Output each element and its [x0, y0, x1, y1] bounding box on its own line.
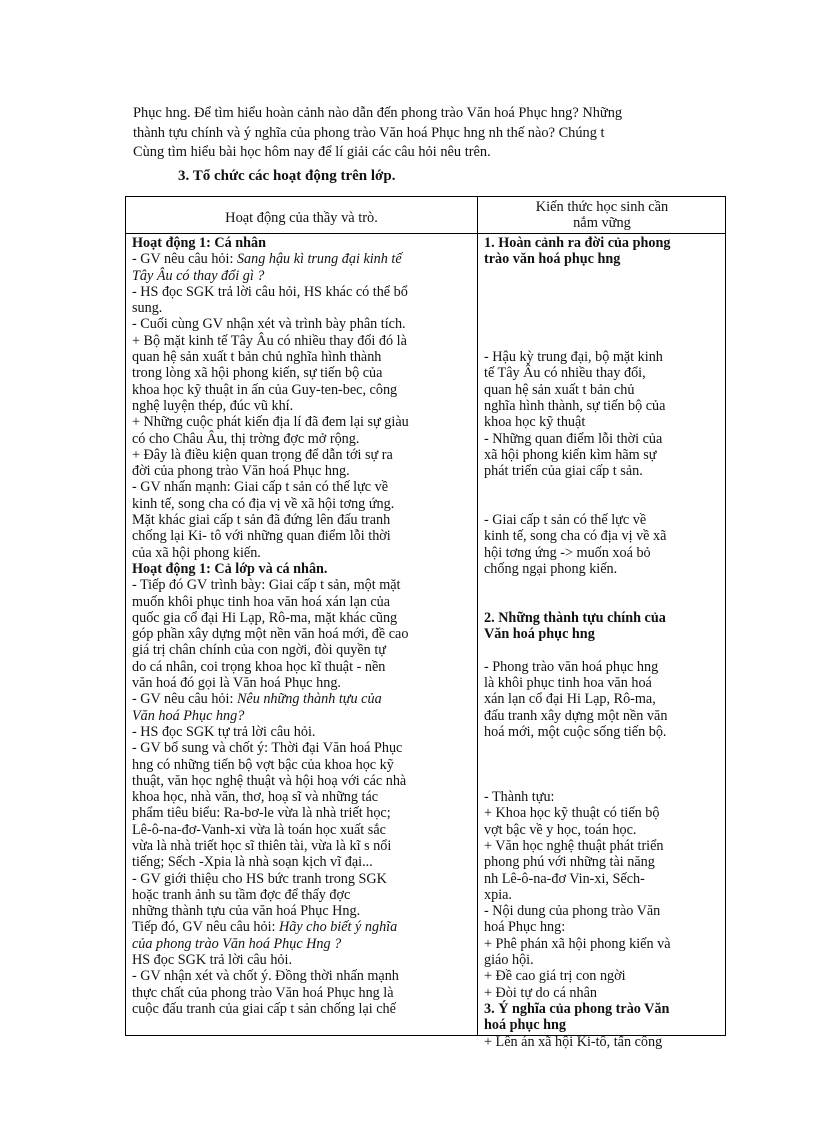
text-line: khoa học kỹ thuật in ấn của Guy-ten-bec, công — [132, 381, 398, 398]
text-line: xán lạn cổ đại Hi Lạp, Rô-ma, — [484, 691, 656, 708]
text-line: xã hội phong kiến kìm hãm sự — [484, 446, 657, 463]
text-line: + Bộ mặt kinh tế Tây Âu có nhiều thay đổi đó là — [132, 332, 407, 349]
text-line: kinh tế, song cha có địa vị về xã — [484, 528, 667, 545]
text-line: thực chất của phong trào Văn hoá Phục hng là — [132, 984, 394, 1001]
text-line: hội tơng ứng -> muốn xoá bỏ — [484, 544, 651, 561]
column-divider — [477, 197, 478, 1035]
text-line: - GV nhận xét và chốt ý. Đồng thời nhấn mạnh — [132, 968, 399, 985]
text-line: nh Lê-ô-na-đơ Vin-xi, Sếch- — [484, 870, 645, 887]
text-line: + Những cuộc phát kiến địa lí đã đem lại sự giàu — [132, 414, 409, 431]
text-line: hoá Phục hng: — [484, 919, 566, 936]
text-line: góp phần xây dựng một nền văn hoá mới, đề cao — [132, 626, 409, 643]
text-line: phẩm tiêu biểu: Ra-bơ-le vừa là nhà triết học; — [132, 805, 391, 822]
question-text: Hãy cho biết ý nghĩa — [279, 919, 398, 936]
activities-cell — [132, 235, 472, 1017]
text-line: của xã hội phong kiến. — [132, 544, 261, 561]
text-line: + Văn học nghệ thuật phát triển — [484, 837, 664, 854]
knowledge-heading: hoá phục hng — [484, 1017, 567, 1034]
question-text: của phong trào Văn hoá Phục Hng ? — [132, 935, 342, 952]
text-line: vợt bậc về y học, toán học. — [484, 821, 637, 838]
text-line: khoa học kỹ thuật — [484, 414, 586, 431]
text-line — [132, 691, 472, 707]
text-line: sung. — [132, 300, 163, 317]
intro-line: thành tựu chính và ý nghĩa của phong trào Văn hoá Phục hng nh thế nào? Chúng t — [133, 124, 605, 141]
text-line: đấu tranh xây dựng một nền văn — [484, 707, 668, 724]
text-span: - GV nêu câu hỏi: — [132, 251, 237, 268]
intro-line: Phục hng. Để tìm hiểu hoàn cảnh nào dẫn đến phong trào Văn hoá Phục hng? Những — [133, 105, 623, 121]
text-line: là khôi phục tinh hoa văn hoá — [484, 675, 652, 692]
text-line: tiếng; Sếch -Xpia là nhà soạn kịch vĩ đại... — [132, 854, 373, 871]
text-line: quan hệ sản xuất t bản chủ — [484, 381, 635, 398]
text-line: nghĩa hình thành, sự tiến bộ của — [484, 397, 666, 414]
text-line: trong lòng xã hội phong kiến, sự tiến bộ của — [132, 365, 383, 382]
text-line: + Khoa học kỹ thuật có tiến bộ — [484, 805, 660, 822]
text-line: hoá mới, một cuộc sống tiến bộ. — [484, 723, 667, 740]
text-line: Lê-ô-na-đơ-Vanh-xi vừa là toán học xuất sắc — [132, 821, 386, 838]
text-line: có cho Châu Âu, thị trờng đợc mở rộng. — [132, 430, 360, 447]
intro-line: Cùng tìm hiểu bài học hôm nay để lí giải các câu hỏi nêu trên. — [133, 144, 491, 160]
text-line: văn hoá đó gọi là Văn hoá Phục hng. — [132, 675, 341, 692]
text-line: hoặc tranh ảnh su tầm đợc để thấy đợc — [132, 886, 351, 903]
text-line: - Phong trào văn hoá phục hng — [484, 658, 659, 675]
knowledge-heading: trào văn hoá phục hng — [484, 251, 621, 268]
text-line: chống ngại phong kiến. — [484, 560, 618, 577]
text-line: Mặt khác giai cấp t sản đã đứng lên đấu tranh — [132, 512, 391, 529]
col-header-knowledge-line: Kiến thức học sinh cần — [535, 199, 669, 215]
text-line: vừa là nhà triết học sĩ thiên tài, vừa là kĩ s nổi — [132, 837, 392, 854]
question-text: Sang hậu kì trung đại kinh tế — [236, 251, 402, 268]
text-span: Tiếp đó, GV nêu câu hỏi: — [132, 919, 279, 936]
text-line: kinh tế, song cha có địa vị về xã hội tơng ứng. — [132, 495, 395, 512]
knowledge-heading: 1. Hoàn cảnh ra đời của phong — [484, 235, 671, 251]
col-header-knowledge-line: nắm vững — [573, 215, 631, 231]
activity-heading: Hoạt động 1: Cả lớp và cá nhân. — [132, 560, 328, 577]
text-line: - GV giới thiệu cho HS bức tranh trong SGK — [132, 870, 387, 887]
text-line: muốn khôi phục tinh hoa văn hoá xán lạn của — [132, 593, 391, 610]
text-line: - HS đọc SGK trả lời câu hỏi, HS khác có thể bổ — [132, 283, 408, 300]
text-line: đời của phong trào Văn hoá Phục hng. — [132, 463, 350, 480]
text-line: - GV bổ sung và chốt ý: Thời đại Văn hoá Phục — [132, 740, 403, 757]
text-line: - Những quan điểm lỗi thời của — [484, 430, 663, 447]
text-line: - GV nhấn mạnh: Giai cấp t sản có thế lực về — [132, 479, 389, 496]
activity-heading: Hoạt động 1: Cá nhân — [132, 235, 267, 251]
text-line: - Hậu kỳ trung đại, bộ mặt kinh — [484, 349, 663, 366]
text-line: phát triển của giai cấp t sản. — [484, 463, 643, 480]
text-line: + Đòi tự do cá nhân — [484, 984, 598, 1001]
text-line: HS đọc SGK trả lời câu hỏi. — [132, 952, 292, 969]
text-line: giáo hội. — [484, 952, 534, 969]
text-line: - Cuối cùng GV nhận xét và trình bày phân tích. — [132, 316, 406, 333]
section-heading: 3. Tổ chức các hoạt động trên lớp. — [178, 168, 396, 184]
text-line: + Đề cao giá trị con ngời — [484, 968, 626, 985]
knowledge-heading: Văn hoá phục hng — [484, 626, 595, 643]
text-line: cuộc đấu tranh của giai cấp t sản chống lại chế — [132, 1000, 396, 1017]
text-line: khoa học, nhà văn, thơ, hoạ sĩ và những tác — [132, 789, 379, 806]
intro-paragraph — [133, 104, 743, 163]
text-line: tế Tây Âu có nhiều thay đổi, — [484, 365, 646, 382]
header-row-divider — [126, 233, 725, 234]
text-span: - GV nêu câu hỏi: — [132, 691, 237, 708]
text-line: - HS đọc SGK tự trả lời câu hỏi. — [132, 723, 316, 740]
text-line — [132, 251, 472, 267]
question-text: Tây Âu có thay đổi gì ? — [132, 267, 265, 284]
text-line: hng có những tiến bộ vợt bậc của khoa học kỹ — [132, 756, 394, 773]
col-header-knowledge — [478, 199, 726, 231]
text-line: do cá nhân, coi trọng khoa học kĩ thuật - nền — [132, 658, 386, 675]
text-line: thuật, văn học nghệ thuật và hội hoạ với các nhà — [132, 772, 407, 789]
activity-table — [125, 196, 726, 1050]
knowledge-heading: 3. Ý nghĩa của phong trào Văn — [484, 1000, 670, 1017]
text-line: + Phê phán xã hội phong kiến và — [484, 935, 671, 952]
text-line: phong phú với những tài năng — [484, 854, 655, 871]
text-line — [132, 919, 472, 935]
text-line: - Nội dung của phong trào Văn — [484, 903, 661, 920]
question-text: Nêu những thành tựu của — [236, 691, 382, 708]
text-line: những thành tựu của văn hoá Phục Hng. — [132, 903, 361, 920]
text-line: - Thành tựu: — [484, 789, 555, 806]
text-line: giá trị chân chính của con ngời, đòi quyền tự — [132, 642, 386, 659]
text-line: + Lên án xã hội Ki-tô, tấn công — [484, 1033, 663, 1050]
text-line: - Tiếp đó GV trình bày: Giai cấp t sản, một mặt — [132, 577, 401, 594]
knowledge-cell — [484, 235, 720, 1050]
knowledge-heading: 2. Những thành tựu chính của — [484, 609, 666, 626]
text-line: nghệ luyện thép, đúc vũ khí. — [132, 397, 294, 414]
text-line: - Giai cấp t sản có thế lực về — [484, 512, 647, 529]
text-line: xpia. — [484, 886, 512, 903]
text-line: quốc gia cổ đại Hi Lạp, Rô-ma, mặt khác cũng — [132, 609, 398, 626]
question-text: Văn hoá Phục hng? — [132, 707, 245, 724]
col-header-activities: Hoạt động của thầy và trò. — [225, 210, 378, 226]
text-line: quan hệ sản xuất t bản chủ nghĩa hình thành — [132, 349, 382, 366]
text-line: chống lại Ki- tô với những quan điểm lỗi thời — [132, 528, 391, 545]
text-line: + Đây là điều kiện quan trọng để dẫn tới sự ra — [132, 446, 393, 463]
